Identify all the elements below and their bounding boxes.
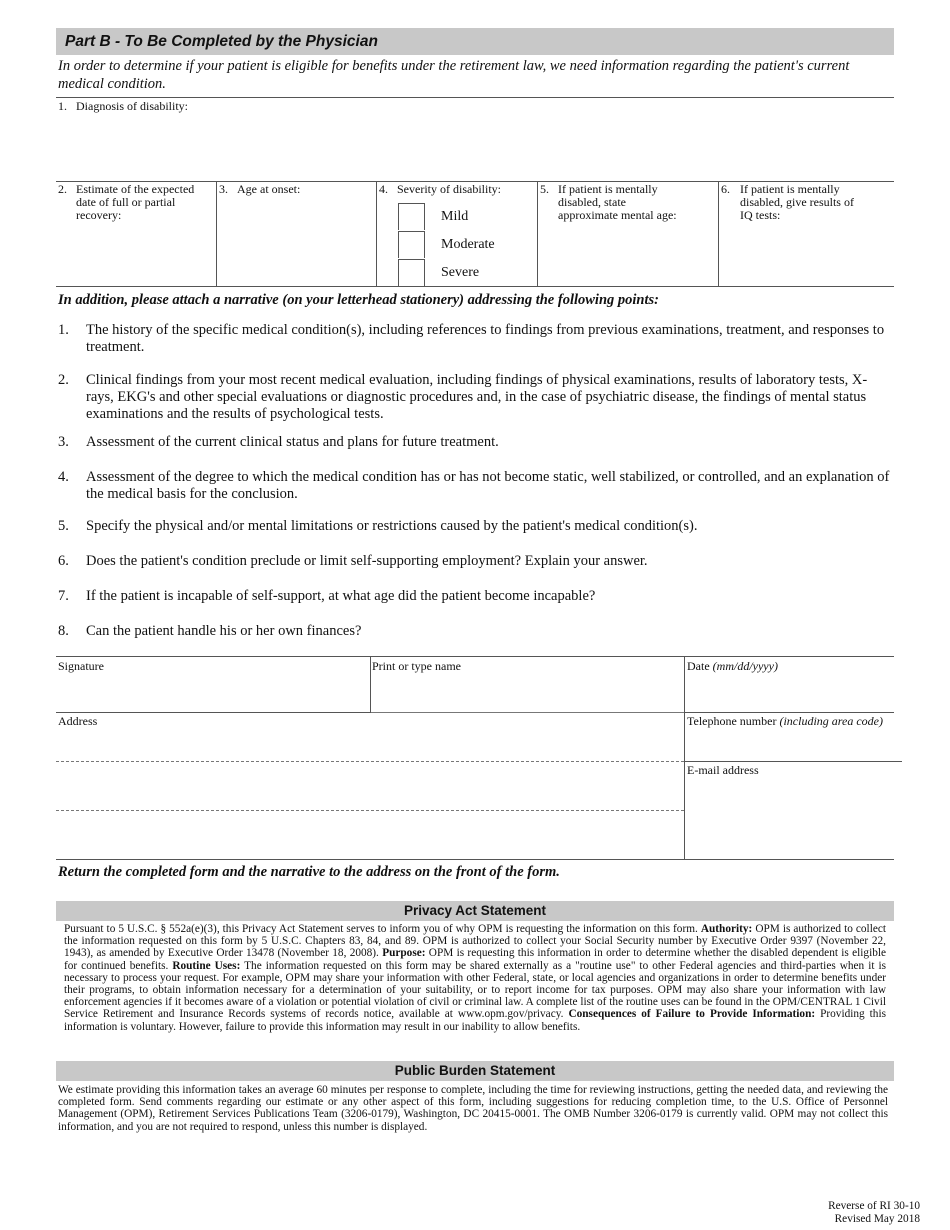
print-name-label: Print or type name	[372, 659, 461, 673]
form-footer	[828, 1200, 920, 1225]
age-onset-label: Age at onset:	[237, 182, 301, 196]
age-onset-field[interactable]: 3. Age at onset:	[219, 182, 301, 196]
form-number: Reverse of RI 30-10	[828, 1200, 920, 1212]
cell-border	[718, 181, 719, 286]
severity-moderate-checkbox[interactable]	[398, 231, 425, 258]
privacy-text: Pursuant to 5 U.S.C. § 552a(e)(3), this Privacy Act Statement serves to inform you of why OPM is requesting the information on this form. Authority: OPM is authorized to collect the information requested on this form by 5 U.S.C. Chapters 83, 84, and 89. OPM is authorized to collect your Social Security number by Executive Order 9397 (November 22, 1943), as amended by Executive Order 13478 (November 18, 2008). Purpose: OPM is requesting this information in order to determine whether the disabled dependent is eligible for continued benefits. Routine Uses: The information requested on this form may be shared externally as a "routine use" to other Federal agencies and third-parties when it is necessary to process your request. For example, OPM may share your information with other Federal, state, or local agencies and organizations in order to determine benefits under their programs, to obtain information necessary for a determination of your suitability, or to report income for tax purposes. OPM may also share your information with law enforcement agencies if it becomes aware of a violation or potential violation of civil or criminal law. A complete list of the routine uses can be found in the OPM/CENTRAL 1 Civil Service Retirement and Insurance Records systems of records notice, available at www.opm.gov/privacy. Consequences of Failure to Provide Information: Providing this information is voluntary. However, failure to provide this information may result in our inability to allow benefits.	[64, 923, 887, 1033]
telephone-field[interactable]	[685, 713, 900, 761]
severity-field: 4. Severity of disability:	[379, 183, 534, 197]
address-field[interactable]	[56, 713, 684, 859]
signature-label: Signature	[58, 659, 104, 673]
recovery-date-label: Estimate of the expected date of full or partial recovery:	[76, 182, 195, 222]
severity-label: Severity of disability:	[397, 182, 501, 196]
address-label: Address	[58, 714, 98, 728]
privacy-title: Privacy Act Statement	[56, 901, 894, 921]
severity-severe-checkbox[interactable]	[398, 259, 425, 287]
severity-mild-label: Mild	[441, 209, 469, 224]
part-b-header: Part B - To Be Completed by the Physician	[56, 28, 894, 55]
severity-mild-checkbox[interactable]	[398, 203, 425, 230]
date-label: Date (mm/dd/yyyy)	[687, 659, 778, 673]
mental-age-label: If patient is mentally disabled, state approximate mental age:	[558, 182, 677, 222]
divider	[56, 859, 894, 860]
severity-moderate-label: Moderate	[441, 237, 495, 252]
signature-field[interactable]	[56, 657, 370, 712]
cell-border	[216, 181, 217, 286]
intro-text: In order to determine if your patient is eligible for benefits under the retirement law, we need information regarding the patient's current medical condition.	[58, 58, 850, 92]
print-name-field[interactable]	[371, 657, 684, 712]
severity-severe-label: Severe	[441, 265, 480, 280]
revision-date: Revised May 2018	[834, 1212, 920, 1225]
burden-title: Public Burden Statement	[56, 1061, 894, 1081]
burden-text: We estimate providing this information takes an average 60 minutes per response to complete, including the time for reviewing instructions, getting the needed data, and reviewing the completed form. Send comments regarding our estimate or any other aspect of this form, including suggestions for reducing completion time, to the U.S. Office of Personnel Management (OPM), Retirement Services Publications Team (3206-0179), Washington, DC 20415-0001. The OMB Number 3206-0179 is currently valid. OPM may not collect this information, and you are not required to respond, unless this number is displayed.	[58, 1084, 888, 1133]
cell-border	[376, 181, 377, 286]
telephone-label: Telephone number (including area code)	[687, 714, 883, 728]
mental-age-field[interactable]: 5. If patient is mentally disabled, state approximate mental age:	[540, 183, 715, 283]
recovery-date-field[interactable]: 2. Estimate of the expected date of full or partial recovery:	[58, 183, 213, 283]
narrative-heading: In addition, please attach a narrative (on your letterhead stationery) addressing the following points:	[58, 292, 659, 308]
iq-results-label: If patient is mentally disabled, give results of IQ tests:	[740, 182, 854, 222]
return-note: Return the completed form and the narrative to the address on the front of the form.	[58, 864, 560, 880]
email-label: E-mail address	[687, 763, 759, 777]
cell-border	[537, 181, 538, 286]
divider	[56, 286, 894, 287]
iq-results-field[interactable]: 6. If patient is mentally disabled, give results of IQ tests:	[721, 183, 891, 283]
divider	[56, 97, 894, 98]
diagnosis-label: Diagnosis of disability:	[76, 99, 188, 113]
email-field[interactable]	[685, 762, 894, 859]
date-field[interactable]	[685, 657, 894, 712]
